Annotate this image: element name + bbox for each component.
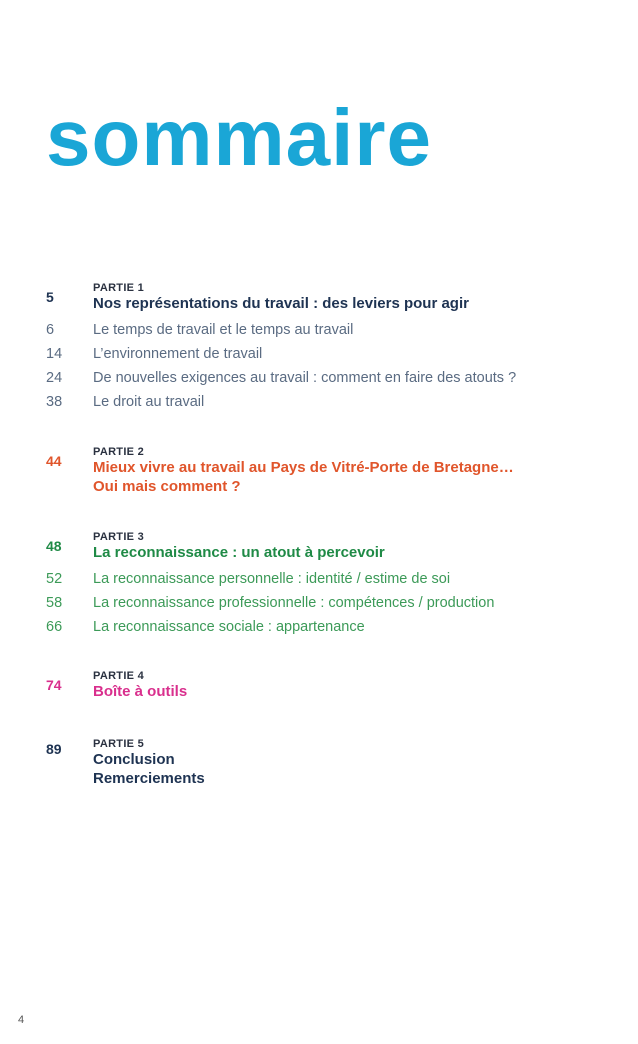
part-page-number: 89 [46,741,62,757]
part-label: PARTIE 4 [93,670,145,682]
entry-page-number: 14 [46,346,63,362]
toc-entry[interactable] [0,592,638,614]
entry-page-number: 24 [46,370,63,386]
part-title: Boîte à outils [93,683,188,700]
page-title: sommaire [46,93,432,182]
part-label: PARTIE 5 [93,738,145,750]
toc-entry[interactable] [0,391,638,413]
part-title: Nos représentations du travail : des leviers pour agir [93,295,469,312]
toc-entry[interactable] [0,616,638,638]
toc-part-5[interactable] [0,738,638,794]
part-title: La reconnaissance : un atout à percevoir [93,544,385,561]
part-label: PARTIE 2 [93,446,145,458]
toc-entry[interactable] [0,367,638,389]
toc-part-4[interactable] [0,670,638,706]
part-page-number: 5 [46,289,54,305]
part-title: Mieux vivre au travail au Pays de Vitré-Porte de Bretagne… [93,459,514,476]
part-title: Conclusion [93,751,175,768]
toc-part-2[interactable] [0,446,638,502]
entry-page-number: 38 [46,394,63,410]
entry-page-number: 58 [46,595,63,611]
entry-title: L’environnement de travail [93,346,263,362]
entry-page-number: 6 [46,322,55,338]
entry-page-number: 66 [46,619,63,635]
entry-title: De nouvelles exigences au travail : comment en faire des atouts ? [93,370,517,386]
toc-entry[interactable] [0,568,638,590]
entry-title: La reconnaissance professionnelle : compétences / production [93,595,495,611]
part-page-number: 44 [46,453,62,469]
part-title-line-2: Oui mais comment ? [93,478,241,495]
part-page-number: 48 [46,538,62,554]
toc-entry[interactable] [0,343,638,365]
part-label: PARTIE 1 [93,282,145,294]
entry-title: Le temps de travail et le temps au travail [93,322,354,338]
entry-title: La reconnaissance sociale : appartenance [93,619,365,635]
toc-part-3[interactable] [0,531,638,571]
part-label: PARTIE 3 [93,531,145,543]
page-number: 4 [18,1014,25,1026]
entry-page-number: 52 [46,571,63,587]
part-page-number: 74 [46,677,62,693]
part-title-line-2: Remerciements [93,770,205,787]
toc-part-1[interactable] [0,282,638,322]
entry-title: La reconnaissance personnelle : identité / estime de soi [93,571,451,587]
entry-title: Le droit au travail [93,394,205,410]
toc-entry[interactable] [0,319,638,341]
